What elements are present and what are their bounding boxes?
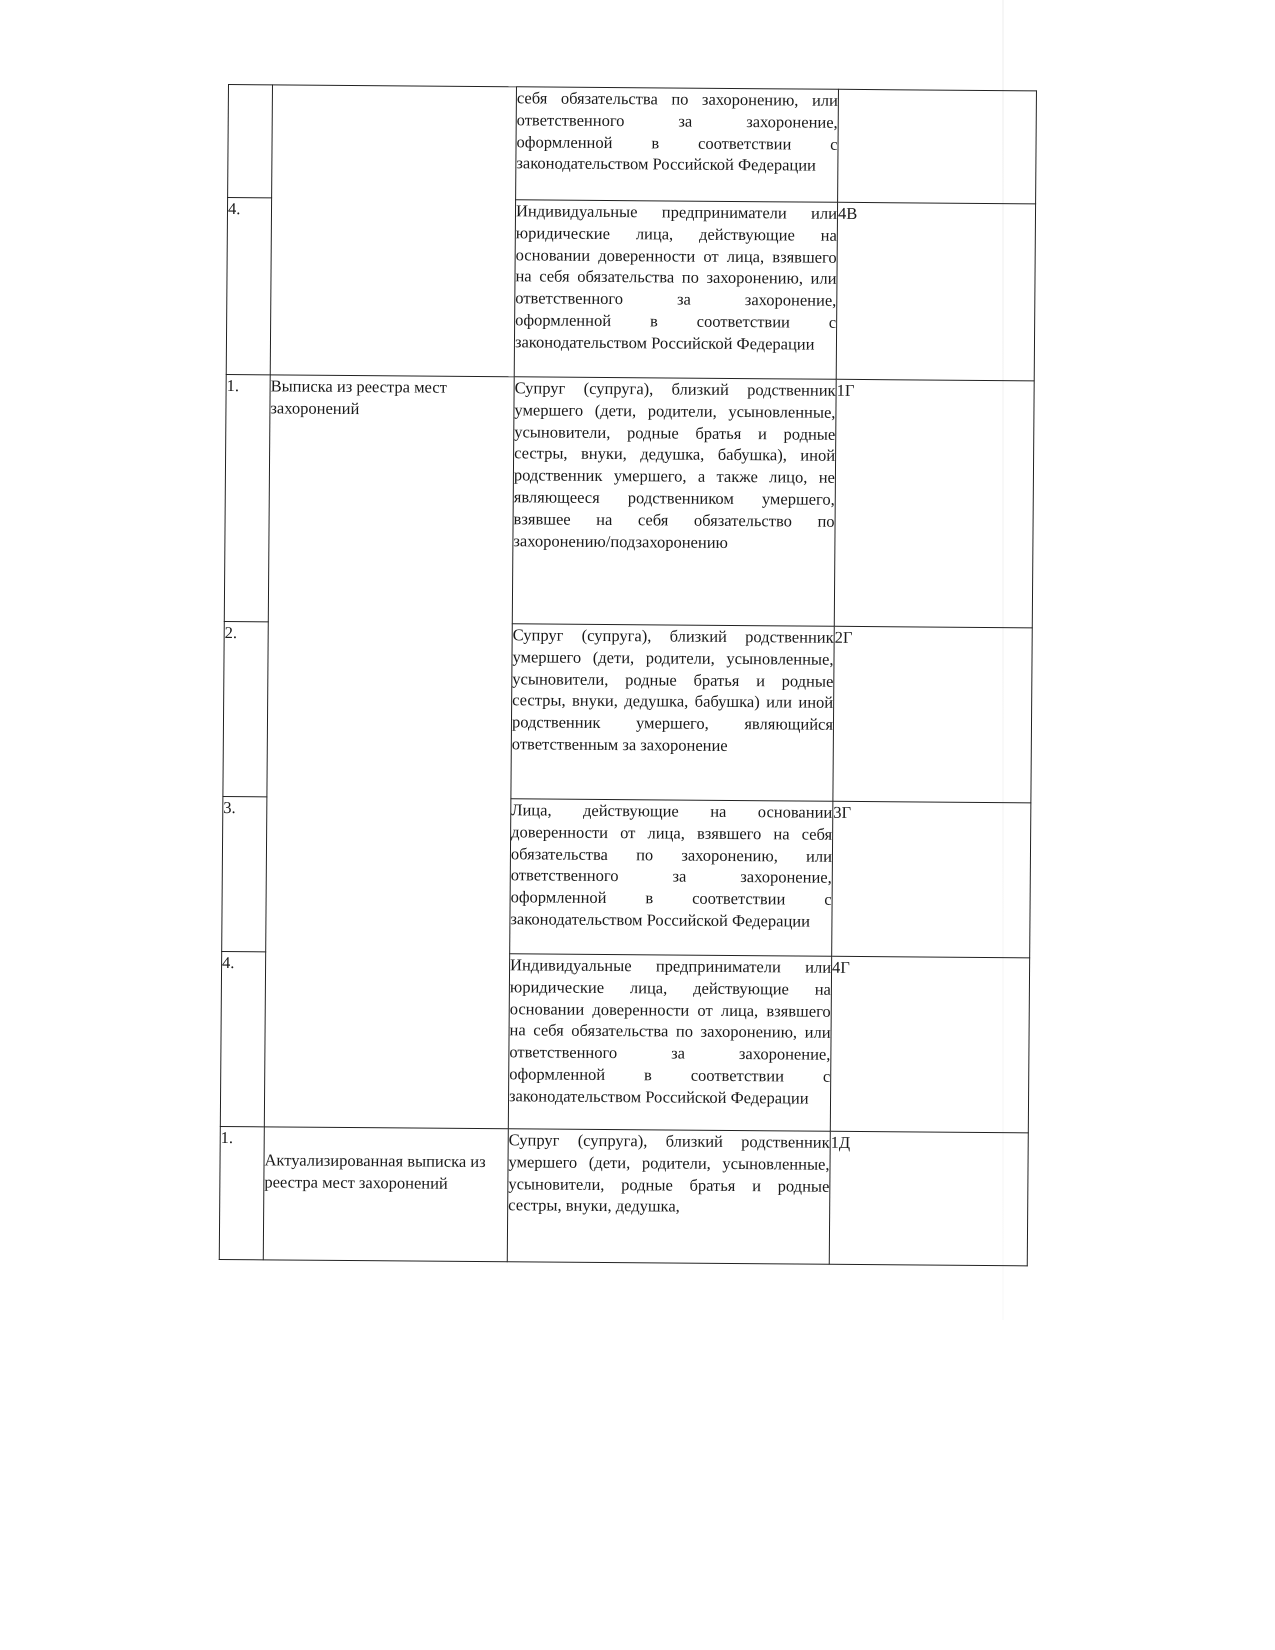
- row-number: [228, 85, 273, 198]
- table-row: [224, 374, 1034, 627]
- applicant-description: Лица, действующие на основании доверенности от лица, взявшего на себя обязательства по захоронению, или ответственного за захоронение, оформленной в соответствии с законодательством Российской Федерации: [510, 799, 833, 957]
- applicant-description: Супруг (супруга), близкий родственник умершего (дети, родители, усыновленные, усыновители, родные братья и родные сестры, внуки, дедушка,: [507, 1129, 830, 1265]
- table-row: [219, 1126, 1028, 1265]
- document-type-cell: Актуализированная выписка из реестра мест захоронений: [263, 1127, 508, 1262]
- applicant-code: 4Г: [830, 956, 1029, 1133]
- document-type-cell: [270, 85, 516, 377]
- applicant-description: Индивидуальные предприниматели или юридические лица, действующие на основании доверенности от лица, взявшего на себя обязательства по захоронению, или ответственного за захоронение, оформленной в соответствии с законодательством Российской Федерации: [508, 954, 831, 1132]
- row-number: 3.: [222, 796, 267, 951]
- applicant-code: 1Д: [829, 1131, 1028, 1266]
- row-number: 2.: [223, 621, 268, 796]
- row-number: 4.: [226, 198, 271, 375]
- applicant-code: 2Г: [833, 626, 1032, 803]
- applicant-code: [838, 89, 1037, 204]
- table-row: [228, 85, 1037, 204]
- document-type-cell: Выписка из реестра мест захоронений: [264, 375, 514, 1129]
- applicant-code: 4В: [836, 202, 1035, 381]
- applicant-description: себя обязательства по захоронению, или ответственного за захоронение, оформленной в соответствии с законодательством Российской Федерации: [516, 87, 839, 203]
- applicant-description: Супруг (супруга), близкий родственник умершего (дети, родители, усыновленные, усыновители, родные братья и родные сестры, внуки, дедушка, бабушка), иной родственник умершего, а также лицо, не являющееся родственником умершего, взявшее на себя обязательство по захоронению/подзахоронению: [512, 377, 836, 627]
- row-number: 4.: [220, 951, 265, 1126]
- applicant-description: Индивидуальные предприниматели или юридические лица, действующие на основании доверенности от лица, взявшего на себя обязательства по захоронению, или ответственного за захоронение, оформленной в соответствии с законодательством Российской Федерации: [514, 200, 837, 380]
- applicant-description: Супруг (супруга), близкий родственник умершего (дети, родители, усыновленные, усыновители, родные братья и родные сестры, внуки, дедушка, бабушка) или иной родственник умершего, являющийся ответственным за захоронение: [511, 624, 834, 802]
- applicant-code: 1Г: [834, 379, 1034, 628]
- row-number: 1.: [224, 374, 270, 621]
- applicant-code: 3Г: [832, 801, 1031, 958]
- row-number: 1.: [219, 1126, 264, 1259]
- applicants-table: [219, 84, 1037, 1266]
